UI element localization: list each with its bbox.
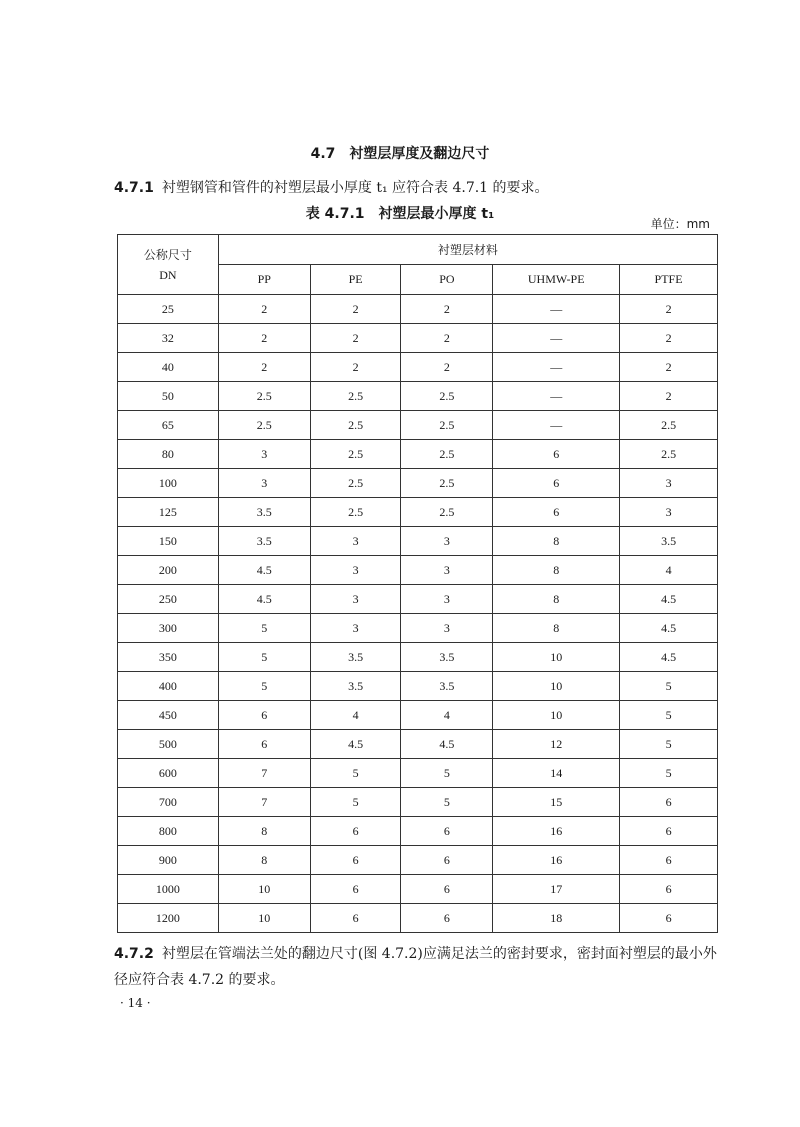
dn-cell: 150	[118, 527, 219, 556]
dn-cell: 350	[118, 643, 219, 672]
table-row	[118, 353, 718, 382]
material-header: 衬塑层材料	[218, 235, 717, 265]
thickness-cell: 2.5	[401, 469, 493, 498]
table-row	[118, 759, 718, 788]
thickness-cell: 10	[218, 875, 310, 904]
table-row	[118, 788, 718, 817]
thickness-cell: 4.5	[218, 585, 310, 614]
thickness-cell: 8	[493, 556, 620, 585]
thickness-cell: 5	[401, 759, 493, 788]
thickness-cell: 8	[493, 527, 620, 556]
thickness-cell: 7	[218, 759, 310, 788]
thickness-cell: 8	[493, 614, 620, 643]
thickness-cell: 10	[493, 701, 620, 730]
clause-number: 4.7.1	[114, 180, 154, 196]
thickness-cell: 6	[401, 817, 493, 846]
dn-cell: 50	[118, 382, 219, 411]
thickness-cell: 10	[493, 643, 620, 672]
table-row	[118, 730, 718, 759]
clause-4-7-2	[114, 941, 724, 993]
thickness-cell: 3.5	[620, 527, 718, 556]
thickness-cell: 2.5	[401, 440, 493, 469]
column-header: PE	[310, 265, 401, 295]
thickness-cell: 2.5	[310, 498, 401, 527]
thickness-cell: —	[493, 324, 620, 353]
table-row	[118, 440, 718, 469]
thickness-cell: 6	[310, 904, 401, 933]
thickness-cell: 5	[218, 614, 310, 643]
thickness-cell: 4.5	[310, 730, 401, 759]
thickness-cell: 4.5	[620, 643, 718, 672]
thickness-cell: 18	[493, 904, 620, 933]
dn-cell: 125	[118, 498, 219, 527]
thickness-cell: 2.5	[620, 440, 718, 469]
section-title: 4.7 衬塑层厚度及翻边尺寸	[310, 146, 490, 162]
thickness-cell: 5	[620, 730, 718, 759]
thickness-cell: 5	[218, 672, 310, 701]
dn-cell: 40	[118, 353, 219, 382]
thickness-cell: 6	[401, 875, 493, 904]
thickness-cell: 3.5	[401, 643, 493, 672]
dn-cell: 65	[118, 411, 219, 440]
thickness-cell: 6	[310, 817, 401, 846]
thickness-cell: 5	[620, 759, 718, 788]
thickness-cell: 10	[493, 672, 620, 701]
thickness-cell: 6	[493, 469, 620, 498]
thickness-cell: 15	[493, 788, 620, 817]
thickness-cell: 3.5	[218, 498, 310, 527]
table-row	[118, 469, 718, 498]
thickness-cell: 2.5	[218, 411, 310, 440]
table-row	[118, 382, 718, 411]
thickness-cell: 2.5	[310, 469, 401, 498]
table-row	[118, 701, 718, 730]
thickness-cell: 8	[493, 585, 620, 614]
thickness-cell: 2	[218, 324, 310, 353]
thickness-cell: 5	[620, 701, 718, 730]
thickness-cell: 2	[620, 353, 718, 382]
thickness-cell: 6	[218, 730, 310, 759]
table-row	[118, 527, 718, 556]
thickness-cell: 6	[493, 498, 620, 527]
thickness-cell: 2.5	[310, 382, 401, 411]
thickness-cell: 3	[310, 585, 401, 614]
dn-cell: 600	[118, 759, 219, 788]
thickness-cell: 6	[493, 440, 620, 469]
clause-text: 衬塑层在管端法兰处的翻边尺寸(图 4.7.2)应满足法兰的密封要求，密封面衬塑层的最小外径应符合表 4.7.2 的要求。	[114, 946, 717, 988]
thickness-cell: 16	[493, 817, 620, 846]
thickness-cell: 2	[310, 324, 401, 353]
thickness-cell: 2.5	[620, 411, 718, 440]
table-row	[118, 904, 718, 933]
thickness-cell: 3	[401, 527, 493, 556]
table-row	[118, 585, 718, 614]
thickness-cell: 3.5	[310, 672, 401, 701]
dn-header-line1: 公称尺寸	[143, 247, 192, 262]
dn-header	[118, 235, 219, 295]
column-header: PTFE	[620, 265, 718, 295]
dn-cell: 1000	[118, 875, 219, 904]
thickness-cell: 4.5	[218, 556, 310, 585]
thickness-cell: 2	[620, 295, 718, 324]
thickness-cell: 3	[401, 614, 493, 643]
thickness-cell: 6	[218, 701, 310, 730]
table-row	[118, 672, 718, 701]
thickness-cell: 5	[218, 643, 310, 672]
table-row	[118, 817, 718, 846]
thickness-cell: 4	[310, 701, 401, 730]
thickness-cell: 6	[620, 904, 718, 933]
clause-number: 4.7.2	[114, 946, 154, 962]
thickness-cell: 3	[310, 556, 401, 585]
thickness-cell: 2.5	[401, 411, 493, 440]
thickness-cell: 4.5	[620, 585, 718, 614]
thickness-cell: 3.5	[218, 527, 310, 556]
thickness-cell: 6	[620, 817, 718, 846]
dn-cell: 1200	[118, 904, 219, 933]
thickness-cell: 5	[310, 759, 401, 788]
thickness-cell: 2.5	[218, 382, 310, 411]
thickness-cell: 4.5	[401, 730, 493, 759]
thickness-cell: 3	[401, 556, 493, 585]
thickness-cell: 10	[218, 904, 310, 933]
clause-4-7-1	[114, 175, 724, 201]
thickness-cell: 6	[310, 875, 401, 904]
thickness-cell: —	[493, 295, 620, 324]
thickness-cell: 4	[620, 556, 718, 585]
thickness-cell: 2	[218, 295, 310, 324]
dn-cell: 200	[118, 556, 219, 585]
thickness-cell: 3	[218, 469, 310, 498]
dn-header-line2: DN	[159, 267, 177, 282]
thickness-cell: 8	[218, 846, 310, 875]
thickness-cell: 2	[620, 324, 718, 353]
thickness-cell: 2	[310, 295, 401, 324]
thickness-cell: 3.5	[401, 672, 493, 701]
dn-cell: 80	[118, 440, 219, 469]
table-title: 表 4.7.1 衬塑层最小厚度 t₁	[305, 206, 495, 222]
dn-cell: 900	[118, 846, 219, 875]
thickness-cell: 3	[218, 440, 310, 469]
thickness-cell: 2.5	[401, 498, 493, 527]
table-unit: 单位：mm	[650, 217, 710, 231]
thickness-cell: 2	[310, 353, 401, 382]
dn-cell: 25	[118, 295, 219, 324]
thickness-cell: 7	[218, 788, 310, 817]
column-header: UHMW-PE	[493, 265, 620, 295]
column-header: PO	[401, 265, 493, 295]
thickness-cell: 5	[620, 672, 718, 701]
thickness-cell: 6	[401, 904, 493, 933]
table-row	[118, 875, 718, 904]
dn-cell: 32	[118, 324, 219, 353]
table-row	[118, 556, 718, 585]
thickness-cell: 3	[620, 498, 718, 527]
page-number: · 14 ·	[120, 996, 151, 1010]
thickness-cell: 12	[493, 730, 620, 759]
thickness-cell: 2.5	[401, 382, 493, 411]
thickness-cell: 2	[218, 353, 310, 382]
thickness-table	[117, 234, 718, 933]
dn-cell: 800	[118, 817, 219, 846]
dn-cell: 250	[118, 585, 219, 614]
thickness-cell: 6	[310, 846, 401, 875]
thickness-cell: 17	[493, 875, 620, 904]
thickness-cell: 3	[620, 469, 718, 498]
thickness-cell: —	[493, 353, 620, 382]
thickness-cell: 5	[310, 788, 401, 817]
dn-cell: 450	[118, 701, 219, 730]
thickness-cell: 4.5	[620, 614, 718, 643]
thickness-cell: 8	[218, 817, 310, 846]
thickness-cell: 2	[401, 353, 493, 382]
dn-cell: 400	[118, 672, 219, 701]
table-row	[118, 324, 718, 353]
thickness-cell: 6	[620, 875, 718, 904]
dn-cell: 100	[118, 469, 219, 498]
clause-text: 衬塑钢管和管件的衬塑层最小厚度 t₁ 应符合表 4.7.1 的要求。	[161, 180, 549, 196]
thickness-cell: 6	[401, 846, 493, 875]
table-row	[118, 614, 718, 643]
thickness-cell: 16	[493, 846, 620, 875]
thickness-cell: 2.5	[310, 411, 401, 440]
thickness-cell: 2	[401, 295, 493, 324]
table-row	[118, 498, 718, 527]
table-row	[118, 643, 718, 672]
table-row	[118, 411, 718, 440]
thickness-cell: 14	[493, 759, 620, 788]
thickness-cell: 3.5	[310, 643, 401, 672]
thickness-cell: 3	[310, 527, 401, 556]
thickness-cell: —	[493, 411, 620, 440]
table-row	[118, 295, 718, 324]
thickness-cell: 2	[401, 324, 493, 353]
thickness-cell: 3	[401, 585, 493, 614]
thickness-cell: —	[493, 382, 620, 411]
dn-cell: 300	[118, 614, 219, 643]
table-row	[118, 846, 718, 875]
thickness-cell: 2	[620, 382, 718, 411]
thickness-cell: 5	[401, 788, 493, 817]
column-header: PP	[218, 265, 310, 295]
thickness-cell: 6	[620, 788, 718, 817]
thickness-cell: 2.5	[310, 440, 401, 469]
dn-cell: 500	[118, 730, 219, 759]
thickness-cell: 6	[620, 846, 718, 875]
thickness-cell: 3	[310, 614, 401, 643]
thickness-cell: 4	[401, 701, 493, 730]
dn-cell: 700	[118, 788, 219, 817]
